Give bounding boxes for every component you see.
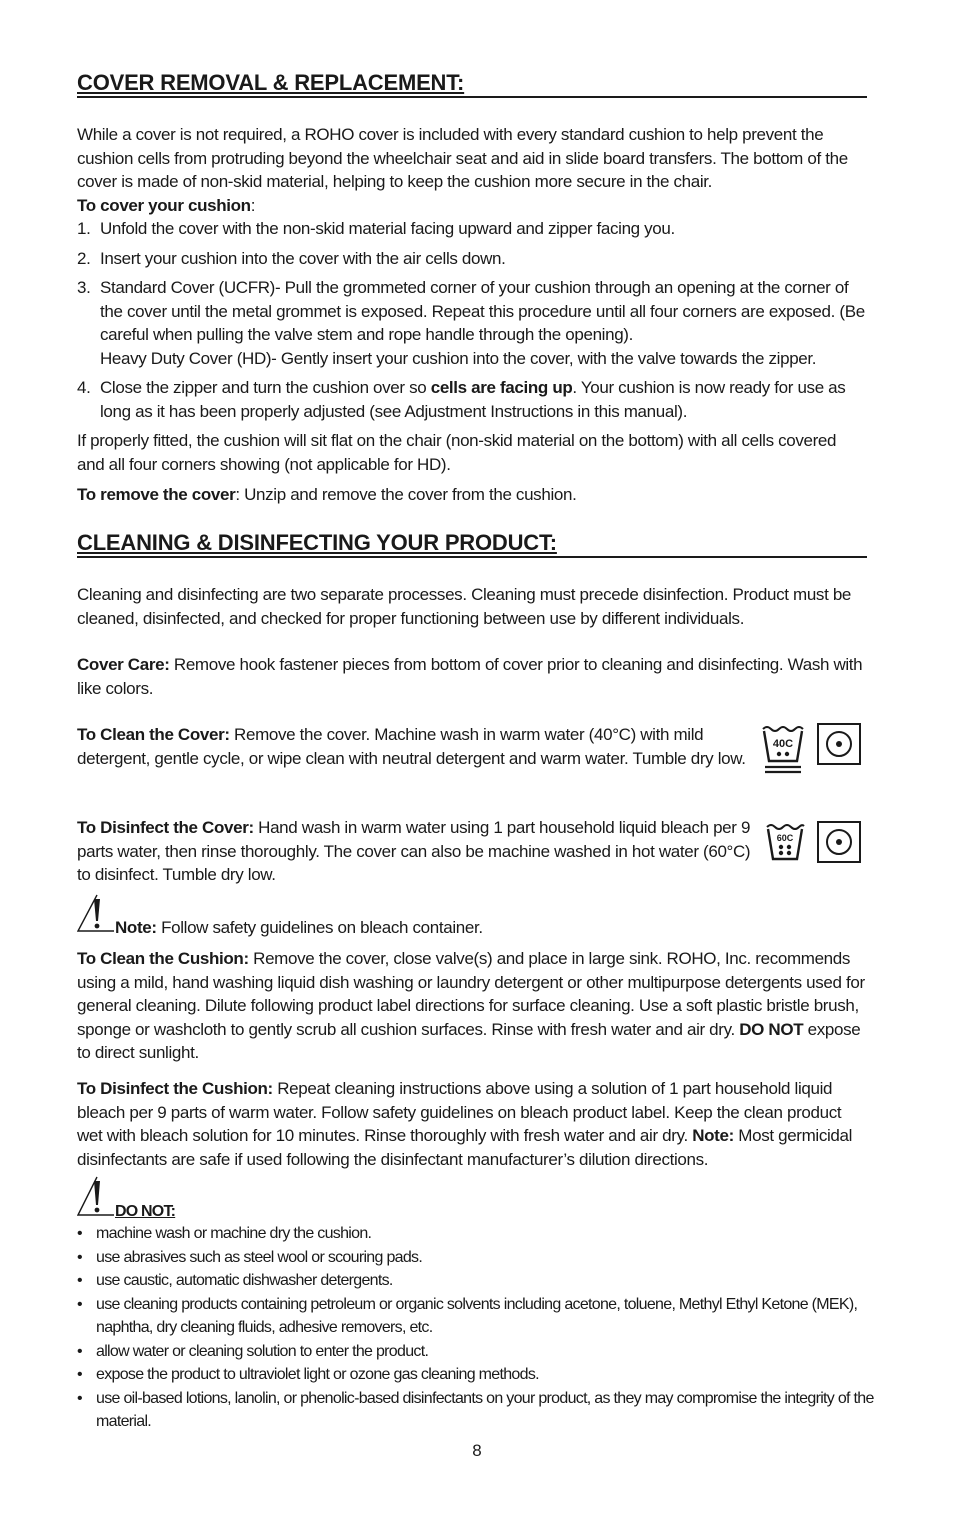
list-item: 2. Insert your cushion into the cover with the air cells down.: [77, 248, 506, 268]
list-item: • machine wash or machine dry the cushion.: [77, 1225, 372, 1242]
warning-icon: [77, 1175, 115, 1223]
list-item: 1. Unfold the cover with the non-skid material facing upward and zipper facing you.: [77, 219, 675, 238]
cover-intro-paragraph: While a cover is not required, a ROHO cover is included with every standard cushion to help prevent the cushion cells from protruding beyond the wheelchair seat and aid in slide board transfers. The bottom of the cover is made of non-skid material, helping to keep the cushion more secure in the chair.: [77, 125, 848, 191]
cover-care-paragraph: Cover Care: Remove hook fastener pieces from bottom of cover prior to cleaning and disinfecting. Wash with like colors.: [77, 655, 863, 698]
clean-cover-care-icons: [761, 723, 861, 767]
fit-paragraph: If properly fitted, the cushion will sit flat on the chair (non-skid material on the bottom) with all cells covered and all four corners showing (not applicable for HD).: [77, 431, 837, 474]
do-not-list: [77, 1222, 877, 1434]
cleaning-intro-paragraph: Cleaning and disinfecting are two separate processes. Cleaning must precede disinfection. Product must be cleaned, disinfected, and checked for proper functioning between use by different individuals.: [77, 585, 852, 628]
tumble-dry-low-icon: [817, 723, 861, 765]
do-not-list-block: [77, 1222, 877, 1434]
clean-cover-paragraph: To Clean the Cover: Remove the cover. Machine wash in warm water (40°C) with mild detergent, gentle cycle, or wipe clean with neutral detergent and warm water. Tumble dry low.: [77, 725, 746, 768]
hand-wash-60c-icon: [765, 821, 805, 865]
list-item: 3. Standard Cover (UCFR)- Pull the grommeted corner of your cushion through an opening at the corner of the cover until the metal grommet is exposed. Repeat this procedure until all four corners are exposed. (Be careful when pulling the valve stem and rope handle through the opening). Heavy Duty Cover (HD)- Gently insert your cushion into the cover, with the valve towards the zipper.: [77, 278, 865, 368]
disinfect-cushion-paragraph: To Disinfect the Cushion: Repeat cleaning instructions above using a solution of 1 part household liquid bleach per 9 parts of warm water. Follow safety guidelines on bleach product label. Keep the clean product wet with bleach solution for 10 minutes. Rinse thoroughly with fresh water and air dry. Note: Most germicidal disinfectants are safe if used following the disinfectant manufacturer’s dilution directions.: [77, 1079, 853, 1169]
cover-your-cushion-heading: To cover your cushion:: [77, 195, 256, 215]
list-item: • use oil-based lotions, lanolin, or phenolic-based disinfectants on your product, as they may compromise the integrity of the material.: [77, 1389, 874, 1430]
list-item: 4. Close the zipper and turn the cushion over so cells are facing up. Your cushion is now ready for use as long as it has been properly adjusted (see Adjustment Instructions in this manual).: [77, 378, 846, 421]
cover-intro-block: [77, 123, 867, 507]
section-title-cleaning: CLEANING & DISINFECTING YOUR PRODUCT:: [77, 530, 867, 558]
bleach-note: Note: Follow safety guidelines on bleach container.: [77, 893, 867, 939]
page-number: 8: [472, 1441, 482, 1460]
list-item: • expose the product to ultraviolet light or ozone gas cleaning methods.: [77, 1366, 539, 1383]
disinfect-cover-care-icons: [765, 821, 861, 865]
list-item: • use abrasives such as steel wool or scouring pads.: [77, 1248, 423, 1266]
do-not-heading: DO NOT:: [77, 1175, 867, 1223]
warning-icon: [77, 893, 115, 939]
list-item: • use caustic, automatic dishwasher detergents.: [77, 1272, 393, 1289]
hand-wash-60c-label: 60C: [776, 833, 794, 843]
cover-steps-list: [77, 217, 867, 423]
section-title-cover-removal: COVER REMOVAL & REPLACEMENT:: [77, 70, 867, 98]
clean-cushion-paragraph: To Clean the Cushion: Remove the cover, close valve(s) and place in large sink. ROHO, Inc. recommends using a mild, hand washing liquid dish washing or laundry detergent or other multipurpose detergents used for general cleaning. Dilute following product label directions for surface cleaning. Use a soft plastic bristle brush, sponge or washcloth to gently scrub all cushion surfaces. Rinse with fresh water and air dry. DO NOT expose to direct sunlight.: [77, 949, 865, 1062]
list-item: • use cleaning products containing petroleum or organic solvents including acetone, toluene, Methyl Ethyl Ketone (MEK), naphtha, dry cleaning fluids, adhesive removers, etc.: [77, 1295, 858, 1336]
wash-40c-icon: [761, 723, 805, 767]
list-item: • allow water or cleaning solution to enter the product.: [77, 1342, 429, 1360]
disinfect-cover-paragraph: To Disinfect the Cover: Hand wash in warm water using 1 part household liquid bleach per 9 parts water, then rinse thoroughly. The cover can also be machine washed in hot water (60°C) to disinfect. Tumble dry low.: [77, 818, 751, 884]
tumble-dry-low-icon: [817, 821, 861, 863]
wash-40c-label: 40C: [772, 738, 794, 750]
remove-cover-paragraph: To remove the cover: Unzip and remove the cover from the cushion.: [77, 485, 577, 504]
